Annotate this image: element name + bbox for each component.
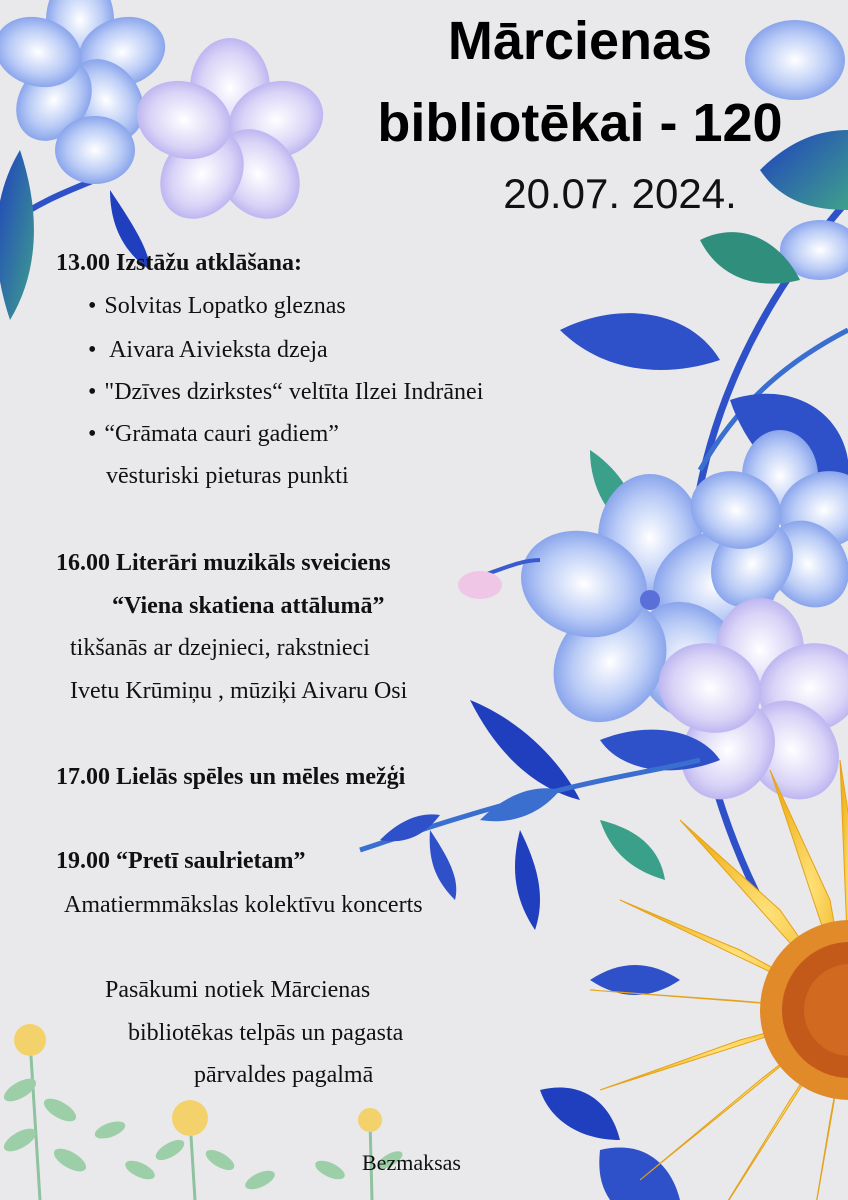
- section-1600-heading: 16.00 Literāri muzikāls sveiciens: [56, 550, 391, 576]
- section-1900-text: Amatiermmākslas kolektīvu koncerts: [64, 892, 423, 918]
- location-note: bibliotēkas telpās un pagasta: [128, 1020, 404, 1046]
- exhibition-item: • Solvitas Lopatko gleznas: [88, 293, 346, 320]
- section-1600-text: Ivetu Krūmiņu , mūziķi Aivaru Osi: [70, 678, 408, 704]
- exhibition-item: • "Dzīves dzirkstes“ veltīta Ilzei Indrānei: [88, 379, 483, 406]
- location-note: pārvaldes pagalmā: [194, 1062, 374, 1088]
- free-admission-note: Bezmaksas: [362, 1150, 461, 1175]
- meadow-plants: [0, 1024, 405, 1200]
- section-1300-heading: 13.00 Izstāžu atklāšana:: [56, 250, 303, 276]
- section-1900-heading: 19.00 “Pretī saulrietam”: [56, 848, 306, 874]
- section-1700-heading: 17.00 Lielās spēles un mēles mežģi: [56, 764, 406, 790]
- page-title-line1: Mārcienas: [447, 11, 713, 71]
- exhibition-item-continuation: vēsturiski pieturas punkti: [106, 463, 349, 489]
- event-date: 20.07. 2024.: [503, 170, 737, 217]
- location-note: Pasākumi notiek Mārcienas: [105, 977, 371, 1003]
- page-title-line2: bibliotēkai - 120: [377, 93, 783, 153]
- section-1600-subtitle: “Viena skatiena attālumā”: [112, 593, 385, 619]
- section-1600-text: tikšanās ar dzejnieci, rakstnieci: [70, 635, 370, 661]
- exhibition-item: • Aivara Aivieksta dzeja: [88, 337, 328, 364]
- exhibition-item: • “Grāmata cauri gadiem”: [88, 421, 339, 448]
